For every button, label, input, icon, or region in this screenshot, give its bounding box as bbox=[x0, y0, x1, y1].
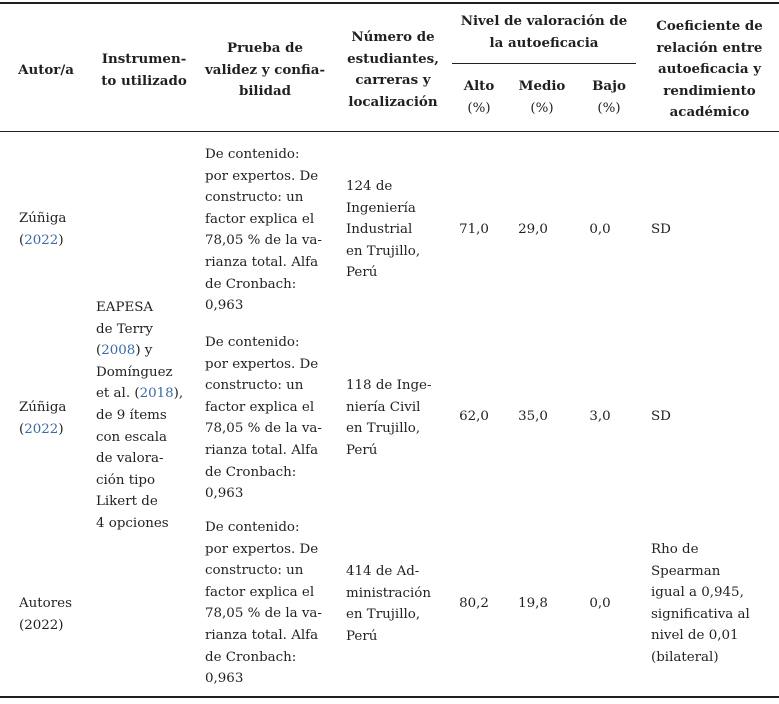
row-coef: SD bbox=[651, 222, 671, 237]
row-author: Zúñiga (2022) bbox=[19, 400, 67, 437]
header-nivel: Nivel de valoración de la autoeficacia bbox=[460, 13, 628, 51]
row-bajo: 0,0 bbox=[589, 596, 611, 611]
row-coef: SD bbox=[651, 409, 671, 424]
row-students: 414 de Ad- ministración en Trujillo, Perú bbox=[346, 564, 431, 644]
row-alto: 80,2 bbox=[459, 596, 489, 611]
table-bottom-rule bbox=[0, 696, 779, 698]
header-prueba: Prueba de validez y confia- bilidad bbox=[204, 40, 325, 100]
header-numero: Número de estudiantes, carreras y localización bbox=[347, 29, 439, 110]
citation-link-2022[interactable]: 2022 bbox=[24, 232, 59, 248]
header-bottom-rule bbox=[0, 131, 779, 132]
citation-link-2018[interactable]: 2018 bbox=[139, 386, 174, 402]
header-alto: Alto (%) bbox=[463, 78, 495, 116]
row-medio: 29,0 bbox=[518, 222, 548, 237]
row-medio: 19,8 bbox=[518, 596, 548, 611]
citation-link-2022[interactable]: 2022 bbox=[24, 421, 59, 437]
row-validity: De contenido: por expertos. De constructo: un factor explica el 78,05 % de la va- rianza total. Alfa de Cronbach: 0,963 bbox=[205, 335, 322, 502]
row-students: 124 de Ingeniería Industrial en Trujillo, Perú bbox=[346, 179, 421, 281]
instrument-cell: EAPESA de Terry (2008) y Domínguez et al. (2018), de 9 ítems con escala de valora- ción tipo Likert de 4 opciones bbox=[96, 300, 184, 531]
header-instrumento: Instrumen- to utilizado bbox=[101, 51, 187, 89]
header-bajo: Bajo (%) bbox=[592, 78, 626, 116]
row-author: Autores (2022) bbox=[19, 596, 72, 633]
row-alto: 71,0 bbox=[459, 222, 489, 237]
citation-link-2008[interactable]: 2008 bbox=[101, 343, 136, 359]
table-top-rule bbox=[0, 2, 779, 4]
row-bajo: 0,0 bbox=[589, 222, 611, 237]
row-validity: De contenido: por expertos. De constructo: un factor explica el 78,05 % de la va- rianza total. Alfa de Cronbach: 0,963 bbox=[205, 520, 322, 687]
row-medio: 35,0 bbox=[518, 409, 548, 424]
header-autor: Autor/a bbox=[18, 62, 74, 78]
header-coeficiente: Coeficiente de relación entre autoeficacia y rendimiento académico bbox=[656, 18, 763, 121]
row-validity: De contenido: por expertos. De constructo: un factor explica el 78,05 % de la va- rianza total. Alfa de Cronbach: 0,963 bbox=[205, 147, 322, 314]
header-medio: Medio (%) bbox=[518, 78, 566, 116]
row-coef: Rho de Spearman igual a 0,945, significativa al nivel de 0,01 (bilateral) bbox=[651, 542, 750, 665]
row-alto: 62,0 bbox=[459, 409, 489, 424]
nivel-subheader-rule bbox=[452, 63, 636, 64]
row-students: 118 de Inge- niería Civil en Trujillo, Perú bbox=[346, 378, 432, 458]
row-bajo: 3,0 bbox=[589, 409, 611, 424]
row-author: Zúñiga (2022) bbox=[19, 211, 67, 248]
